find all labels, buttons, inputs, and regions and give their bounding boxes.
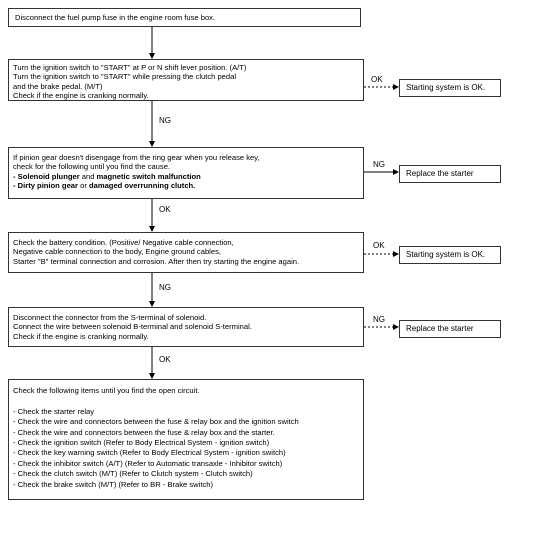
step-1-box bbox=[8, 8, 361, 27]
step-3-item-2 bbox=[13, 181, 359, 190]
step-6-line-1: Check the following items until you find the open circuit. bbox=[13, 386, 200, 395]
step-6-line-9: - Check the clutch switch (M/T) (Refer to Clutch system - Clutch switch) bbox=[13, 469, 253, 479]
result-4-box: Replace the starter bbox=[399, 320, 501, 338]
label-ng-step3: NG bbox=[373, 160, 385, 169]
step-2-box bbox=[8, 59, 364, 101]
step-2-line-3: and the brake pedal. (M/T) bbox=[13, 81, 103, 91]
step-6-line-6: - Check the ignition switch (Refer to Body Electrical System - ignition switch) bbox=[13, 438, 270, 448]
step-6-line-4: - Check the wire and connectors between the fuse & relay box and the ignition switch bbox=[13, 417, 299, 427]
step-3-line-2: check for the following until you find the cause. bbox=[13, 162, 171, 172]
step-1-text: Disconnect the fuel pump fuse in the engine room fuse box. bbox=[15, 13, 216, 22]
step-6-line-2 bbox=[13, 396, 359, 406]
step-4-line-1: Check the battery condition. (Positive/ Negative cable connection, bbox=[13, 238, 234, 247]
label-ng-step5: NG bbox=[373, 315, 385, 324]
step-3-item-2-bold-b: damaged overrunning clutch. bbox=[88, 181, 196, 191]
step-4-box bbox=[8, 232, 364, 273]
step-2-line-2: Turn the ignition switch to "START" while pressing the clutch pedal bbox=[13, 72, 237, 82]
step-5-line-2: Connect the wire between solenoid B-terminal and solenoid S-terminal. bbox=[13, 322, 252, 332]
label-ok-step5: OK bbox=[159, 355, 171, 364]
step-2-line-1: Turn the ignition switch to "START" at P or N shift lever position. (A/T) bbox=[13, 63, 247, 72]
step-5-box bbox=[8, 307, 364, 347]
step-3-item-1-mid: and bbox=[79, 171, 97, 181]
step-6-line-3: - Check the starter relay bbox=[13, 406, 95, 416]
step-6-line-8: - Check the inhibitor switch (A/T) (Refer to Automatic transaxle - Inhibitor switch) bbox=[13, 458, 283, 468]
step-3-item-1-bold-a: - Solenoid plunger bbox=[13, 171, 80, 181]
step-3-box bbox=[8, 147, 364, 199]
step-3-item-2-mid: or bbox=[77, 181, 89, 191]
label-ok-step2: OK bbox=[371, 75, 383, 84]
step-6-line-5: - Check the wire and connectors between the fuse & relay box and the starter. bbox=[13, 427, 275, 437]
step-6-line-10: - Check the brake switch (M/T) (Refer to BR - Brake switch) bbox=[13, 479, 214, 489]
step-3-item-2-bold-a: - Dirty pinion gear bbox=[13, 181, 78, 191]
label-ng-step2: NG bbox=[159, 116, 171, 125]
step-4-line-3: Starter "B" terminal connection and corrosion. After then try starting the engine again. bbox=[13, 256, 300, 266]
label-ng-step4: NG bbox=[159, 283, 171, 292]
label-ok-step3: OK bbox=[159, 205, 171, 214]
result-3-box: Starting system is OK. bbox=[399, 246, 501, 264]
step-3-line-1: If pinion gear doesn't disengage from the ring gear when you release key, bbox=[13, 153, 260, 162]
step-5-line-3: Check if the engine is cranking normally. bbox=[13, 331, 149, 341]
result-2-box: Replace the starter bbox=[399, 165, 501, 183]
step-3-item-1 bbox=[13, 172, 359, 181]
step-5-line-1: Disconnect the connector from the S-terminal of solenoid. bbox=[13, 313, 207, 322]
label-ok-step4: OK bbox=[373, 241, 385, 250]
result-1-box: Starting system is OK. bbox=[399, 79, 501, 97]
step-6-box bbox=[8, 379, 364, 500]
step-4-line-2: Negative cable connection to the body, Engine ground cables, bbox=[13, 247, 221, 257]
step-6-line-7: - Check the key warning switch (Refer to Body Electrical System - ignition switch) bbox=[13, 448, 286, 458]
step-2-line-4: Check if the engine is cranking normally. bbox=[13, 91, 149, 101]
step-3-item-1-bold-b: magnetic switch malfunction bbox=[96, 171, 201, 181]
